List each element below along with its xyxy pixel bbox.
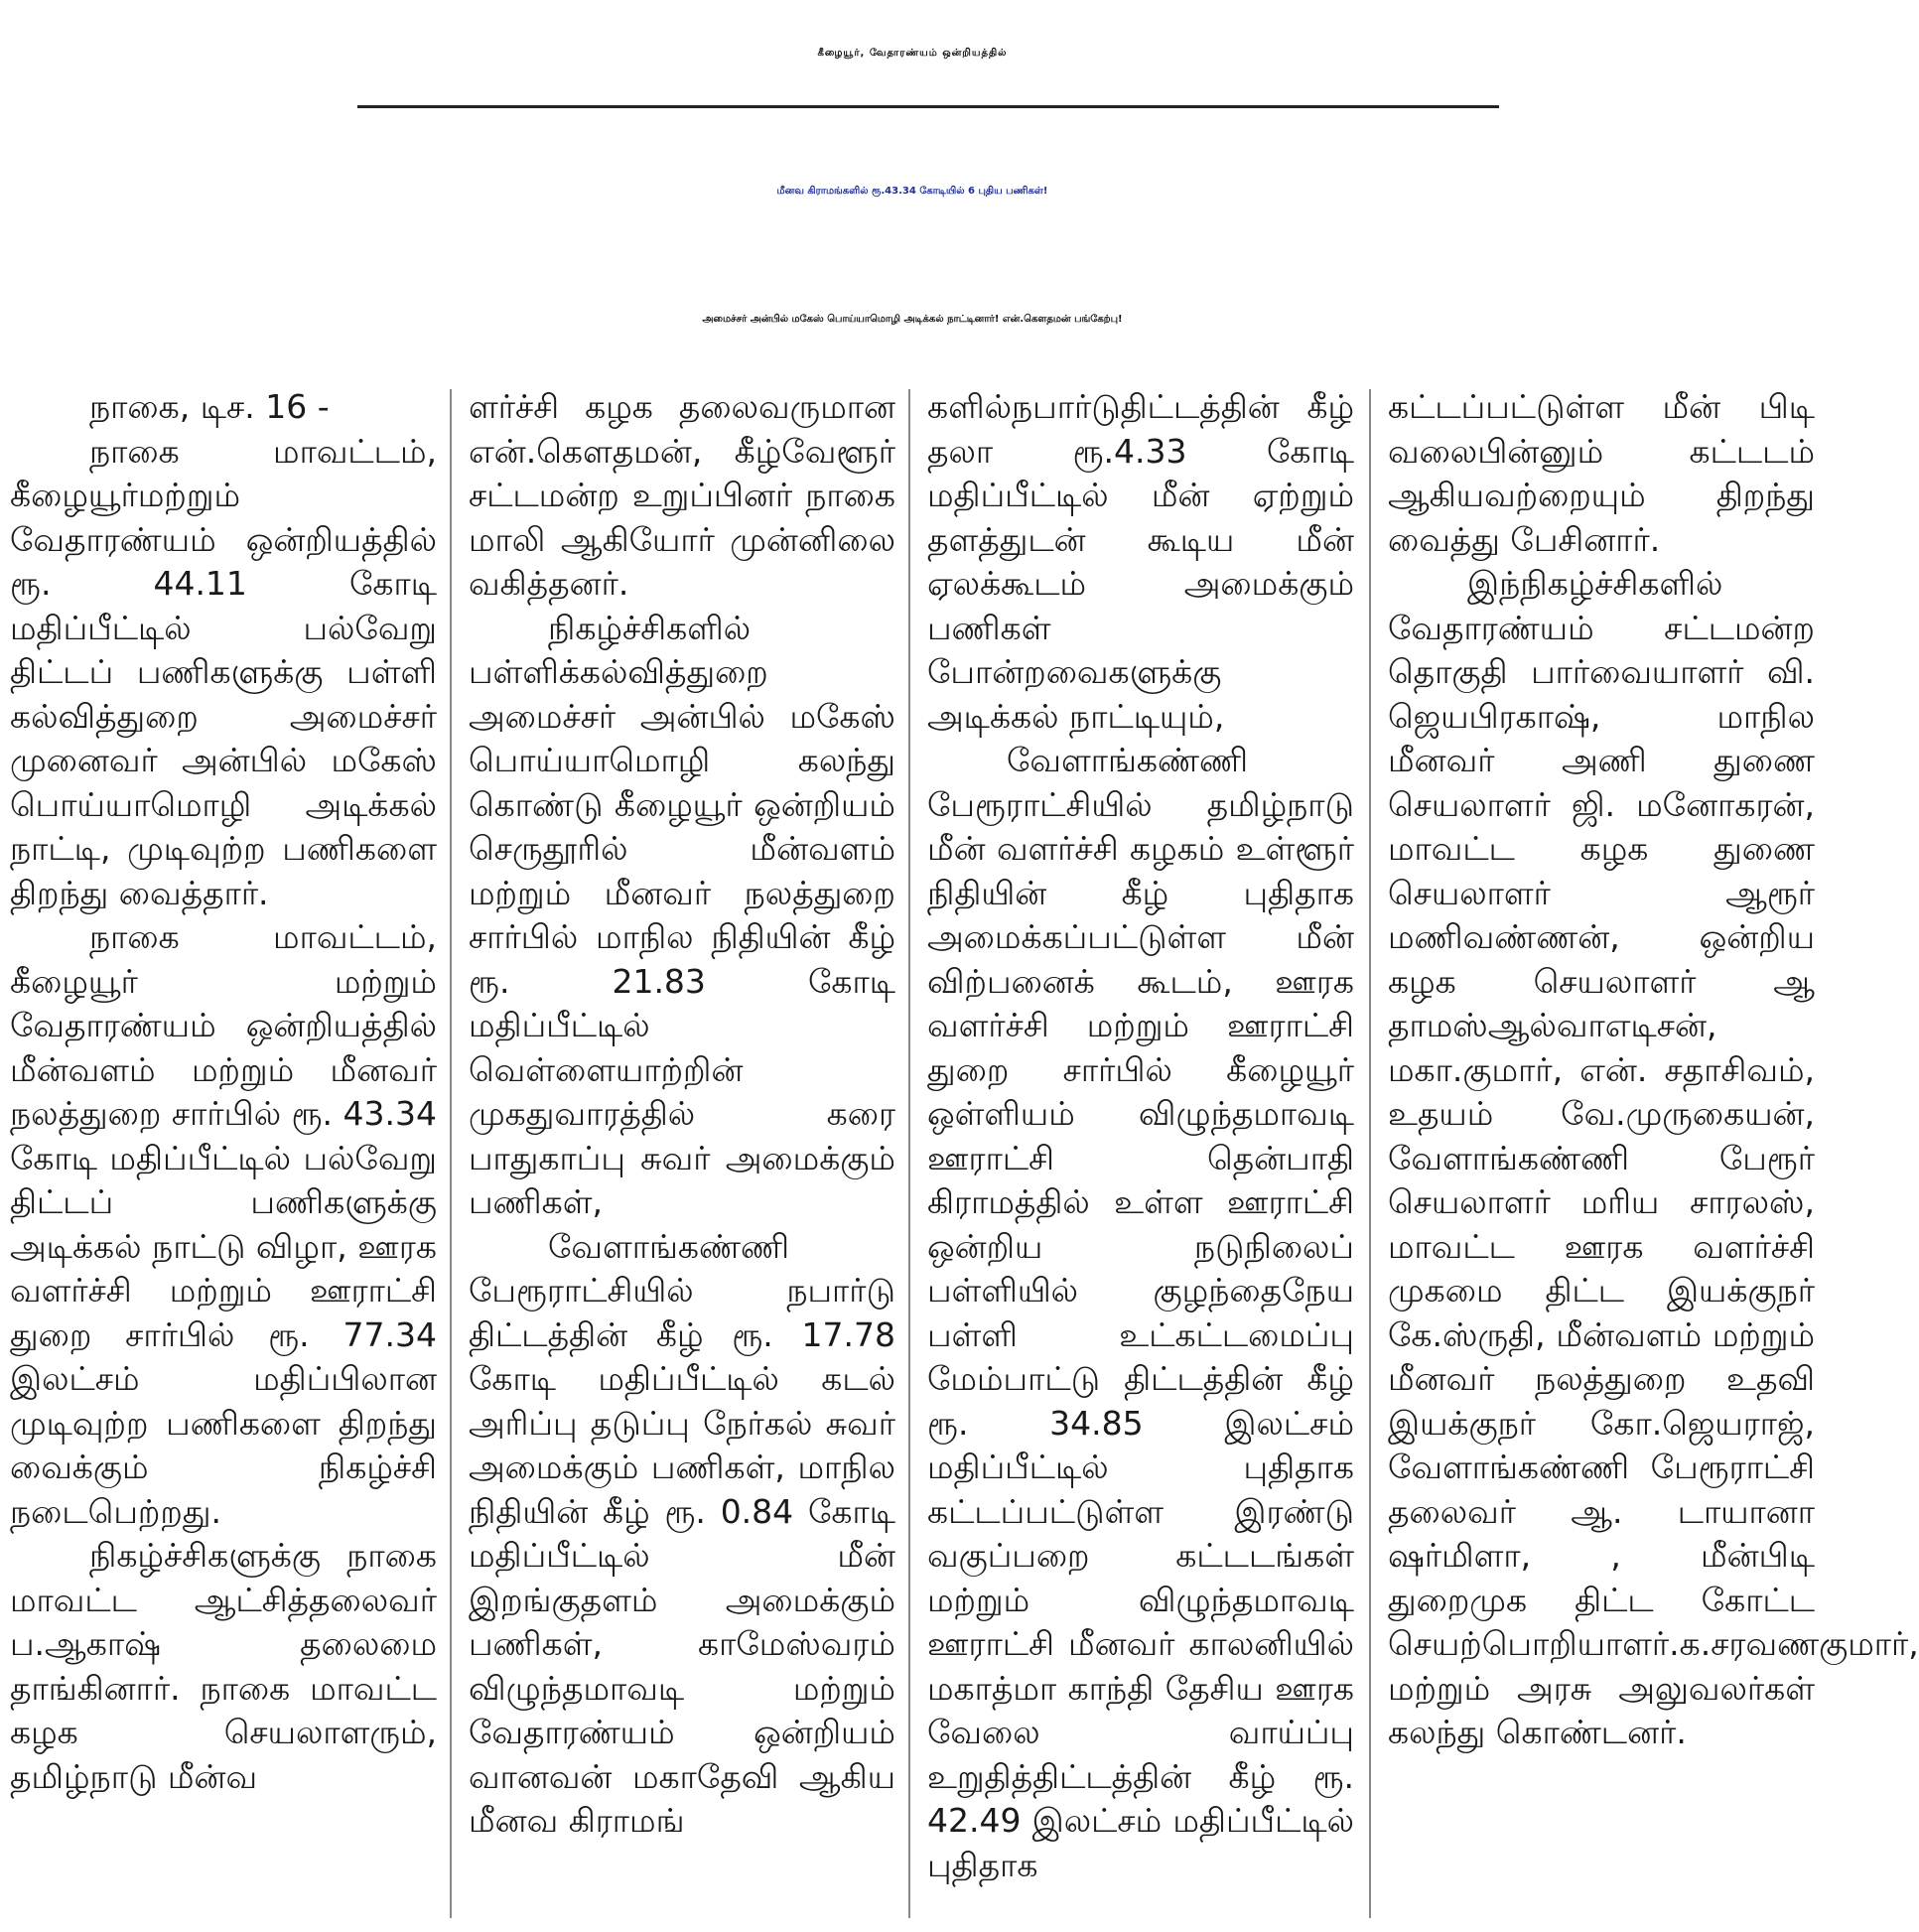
- body-column-3: [927, 385, 1354, 1924]
- article-subheadline: அமைச்சர் அன்பில் மகேஸ் பொய்யாமொழி அடிக்கல் நாட்டினார்! என்.கௌதமன் பங்கேற்பு!: [702, 314, 1123, 325]
- paragraph: நாகை மாவட்டம், கீழையூர்மற்றும் வேதாரண்யம் ஒன்றியத்தில் ரூ. 44.11 கோடி மதிப்பீட்டில் பல்வேறு திட்டப் பணிகளுக்கு பள்ளி கல்வித்துறை அமைச்சர் முனைவர் அன்பில் மகேஸ் பொய்யாமொழி அடிக்கல் நாட்டி, முடிவுற்ற பணிகளை திறந்து வைத்தார்.: [10, 431, 437, 912]
- article-body: [10, 385, 1919, 1924]
- paragraph: நாகை மாவட்டம், கீழையூர் மற்றும் வேதாரண்யம் ஒன்றியத்தில் மீன்வளம் மற்றும் மீனவர் நலத்துறை சார்பில் ரூ. 43.34 கோடி மதிப்பீட்டில் பல்வேறு திட்டப் பணிகளுக்கு அடிக்கல் நாட்டு விழா, ஊரக வளர்ச்சி மற்றும் ஊராட்சி துறை சார்பில் ரூ. 77.34 இலட்சம் மதிப்பிலான முடிவுற்ற பணிகளை திறந்து வைக்கும் நிகழ்ச்சி நடைபெற்றது.: [10, 917, 437, 1531]
- paragraph: களில்நபார்டுதிட்டத்தின் கீழ் தலா ரூ.4.33 கோடி மதிப்பீட்டில் மீன் ஏற்றும் தளத்துடன் கூடிய மீன் ஏலக்கூடம் அமைக்கும் பணிகள் போன்றவைகளுக்கு அடிக்கல் நாட்டியும்,: [927, 387, 1354, 736]
- dateline: நாகை, டிச. 16 -: [89, 387, 330, 426]
- paragraph: வேளாங்கண்ணி பேரூராட்சியில் தமிழ்நாடு மீன் வளர்ச்சி கழகம் உள்ளூர் நிதியின் கீழ் புதிதாக அமைக்கப்பட்டுள்ள மீன் விற்பனைக் கூடம், ஊரக வளர்ச்சி மற்றும் ஊராட்சி துறை சார்பில் கீழையூர் ஒள்ளியம் விழுந்தமாவடி ஊராட்சி தென்பாதி கிராமத்தில் உள்ள ஊராட்சி ஒன்றிய நடுநிலைப் பள்ளியில் குழந்தைநேய பள்ளி உட்கட்டமைப்பு மேம்பாட்டு திட்டத்தின் கீழ் ரூ. 34.85 இலட்சம் மதிப்பீட்டில் புதிதாக கட்டப்பட்டுள்ள இரண்டு வகுப்பறை கட்டடங்கள் மற்றும் விழுந்தமாவடி ஊராட்சி மீனவர் காலனியில் மகாத்மா காந்தி தேசிய ஊரக வேலை வாய்ப்பு உறுதித்திட்டத்தின் கீழ் ரூ. 42.49 இலட்சம் மதிப்பீட்டில் புதிதாக: [927, 741, 1354, 1884]
- body-column-2: [469, 385, 895, 1924]
- paragraph: இந்நிகழ்ச்சிகளில் வேதாரண்யம் சட்டமன்ற தொகுதி பார்வையாளர் வி. ஜெயபிரகாஷ், மாநில மீனவர் அணி துணை செயலாளர் ஜி. மனோகரன், மாவட்ட கழக துணை செயலாளர் ஆரூர் மணிவண்ணன், ஒன்றிய கழக செயலாளர் ஆ தாமஸ்ஆல்வாஎடிசன், மகா.குமார், என். சதாசிவம், உதயம் வே.முருகையன், வேளாங்கண்ணி பேரூர் செயலாளர் மரிய சாரலஸ், மாவட்ட ஊரக வளர்ச்சி முகமை திட்ட இயக்குநர் கே.ஸ்ருதி, மீன்வளம் மற்றும் மீனவர் நலத்துறை உதவி இயக்குநர் கோ.ஜெயராஜ், வேளாங்கண்ணி பேரூராட்சி தலைவர் ஆ. டாயானா ஷர்மிளா, , மீன்பிடி துறைமுக திட்ட கோட்ட செயற்பொறியாளர்.க.சரவணகுமார், மற்றும் அரசு அலுவலர்கள் கலந்து கொண்டனர்.: [1388, 564, 1919, 1751]
- paragraph: ளர்ச்சி கழக தலைவருமான என்.கௌதமன், கீழ்வேளூர் சட்டமன்ற உறுப்பினர் நாகை மாலி ஆகியோர் முன்னிலை வகித்தனர்.: [469, 387, 895, 603]
- paragraph: வேளாங்கண்ணி பேரூராட்சியில் நபார்டு திட்டத்தின் கீழ் ரூ. 17.78 கோடி மதிப்பீட்டில் கடல் அரிப்பு தடுப்பு நேர்கல் சுவர் அமைக்கும் பணிகள், மாநில நிதியின் கீழ் ரூ. 0.84 கோடி மதிப்பீட்டில் மீன் இறங்குதளம் அமைக்கும் பணிகள், காமேஸ்வரம் விழுந்தமாவடி மற்றும் வேதாரண்யம் ஒன்றியம் வானவன் மகாதேவி ஆகிய மீனவ கிராமங்: [469, 1226, 895, 1840]
- article-kicker: கீழையூர், வேதாரண்யம் ஒன்றியத்தில்: [817, 48, 1008, 59]
- body-column-4: [1388, 385, 1919, 1924]
- paragraph: கட்டப்பட்டுள்ள மீன் பிடி வலைபின்னும் கட்டடம் ஆகியவற்றையும் திறந்து வைத்து பேசினார்.: [1388, 387, 1815, 559]
- paragraph: நிகழ்ச்சிகளுக்கு நாகை மாவட்ட ஆட்சித்தலைவர் ப.ஆகாஷ் தலைமை தாங்கினார். நாகை மாவட்ட கழக செயலாளரும், தமிழ்நாடு மீன்வ: [10, 1536, 437, 1796]
- kicker-rule: [357, 105, 1499, 108]
- paragraph: நிகழ்ச்சிகளில் பள்ளிக்கல்வித்துறை அமைச்சர் அன்பில் மகேஸ் பொய்யாமொழி கலந்து கொண்டு கீழையூர் ஒன்றியம் செருதூரில் மீன்வளம் மற்றும் மீனவர் நலத்துறை சார்பில் மாநில நிதியின் கீழ் ரூ. 21.83 கோடி மதிப்பீட்டில் வெள்ளையாற்றின் முகதுவாரத்தில் கரை பாதுகாப்பு சுவர் அமைக்கும் பணிகள்,: [469, 608, 895, 1221]
- article-headline: மீனவ கிராமங்களில் ரூ.43.34 கோடியில் 6 புதிய பணிகள்!: [776, 186, 1048, 197]
- body-column-1: [10, 385, 437, 1924]
